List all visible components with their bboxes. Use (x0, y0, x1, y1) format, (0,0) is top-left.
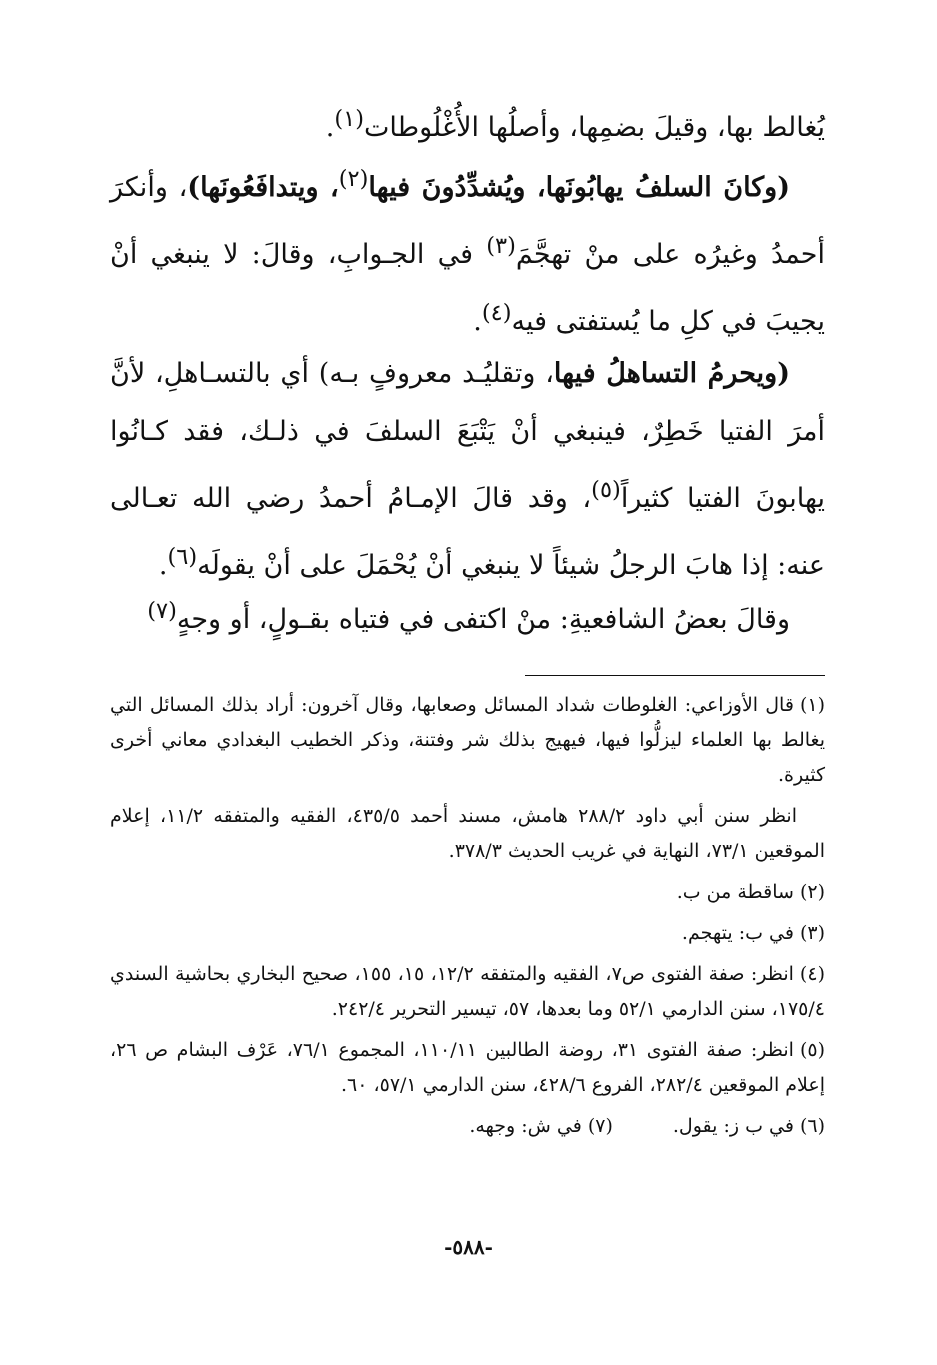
footnote-number: (٣) (799, 922, 825, 944)
body-text-segment: . (325, 112, 335, 143)
body-text-segment: ، وقد قالَ الإمـامُ أحمدُ رضي الله تعـالى عنه: إذا هابَ الرجلُ شيئاً لا ينبغي أنْ يُحْمَلَ على أنْ يقولَه (110, 483, 825, 581)
main-paragraph-1 (110, 90, 825, 157)
paragraph-text (110, 150, 825, 351)
footnote-text: قال الأوزاعي: الغلوطات شداد المسائل وصعابها، وقال آخرون: أراد بذلك المسائل التي يغالط بها العلماء ليزلُّوا فيها، فيهيج بذلك شر وفتنة، وذكر الخطيب البغدادي معاني أخرى كثيرة. (110, 694, 825, 786)
footnotes-6-7-row (110, 1109, 825, 1144)
footnote-text: في ب: يتهجم. (681, 922, 794, 944)
matn-text: ، ويتدافَعُونَها) (187, 172, 339, 203)
footnote-number: (١) (799, 694, 825, 716)
footnote-2 (110, 875, 825, 910)
footnote-1-continuation (110, 799, 825, 869)
main-paragraph-4 (110, 582, 825, 649)
body-text-segment: ، وأنكرَ أحمدُ وغيرُه على منْ تهجَّمَ (110, 172, 825, 270)
paragraph-text (110, 90, 825, 157)
body-text-segment: في الجـوابِ، وقالَ: لا ينبغي أنْ يجيبَ في كلِ ما يُستفتى فيه (110, 239, 825, 337)
paragraph-text (110, 582, 825, 649)
footnote-text: انظر: صفة الفتوى ٣١، روضة الطالبين ١١٠/١١، المجموع ٧٦/١، عَرْف البشام ص ٢٦، إعلام الموقعين ٢٨٢/٤، الفروع ٤٢٨/٦، سنن الدارمي ٥٧/١، ٦٠. (110, 1039, 825, 1096)
body-text-segment: يُغالط بها، وقيلَ بضمِها، وأصلُها الأُغْلُوطات (363, 112, 825, 143)
footnote-text: في ش: وجهه. (469, 1115, 582, 1137)
footnote-1 (110, 688, 825, 793)
footnote-ref: (٢) (338, 166, 369, 192)
footnote-3 (110, 916, 825, 951)
footnote-ref: (١) (334, 106, 364, 132)
body-text-segment: . (473, 306, 482, 337)
matn-text: (ويحرمُ التساهلُ فيها (553, 358, 790, 389)
footnote-text: في ب ز: يقول. (672, 1115, 794, 1137)
footnote-4 (110, 957, 825, 1027)
footnote-number: (٧) (587, 1115, 613, 1137)
footnote-text: انظر: صفة الفتوى ص٧، الفقيه والمتفقه ١٢/٢، ١٥، ١٥٥، صحيح البخاري بحاشية السندي ١٧٥/٤، سنن الدارمي ٥٢/١ وما بعدها، ٥٧، تيسير التحرير ٢٤٢/٤. (110, 963, 825, 1020)
footnote-ref: (٥) (591, 477, 621, 503)
main-paragraph-2 (110, 150, 825, 351)
footnote-ref: (٣) (486, 233, 516, 259)
footnote-6 (673, 1109, 825, 1144)
footnote-number: (٢) (799, 881, 825, 903)
footnote-ref: (٧) (147, 598, 177, 624)
footnote-7 (469, 1109, 613, 1144)
footnote-number: (٤) (799, 963, 825, 985)
footnote-ref: (٦) (167, 544, 198, 570)
body-text-segment: وقالَ بعضُ الشافعيةِ: منْ اكتفى في فتياه بقـولٍ، أو وجهٍ (176, 604, 790, 635)
footnote-number: (٦) (799, 1115, 825, 1137)
paragraph-text (110, 345, 825, 595)
footnote-ref: (٤) (481, 300, 512, 326)
footnote-divider (525, 675, 825, 676)
body-text-segment: . (158, 550, 168, 581)
main-paragraph-3 (110, 345, 825, 595)
footnote-text: ساقطة من ب. (676, 881, 794, 903)
footnotes-section (110, 688, 825, 1150)
footnote-5 (110, 1033, 825, 1103)
body-text-segment: ، وتقليُـد معروفٍ بـه) أي بالتسـاهلِ، لأنَّ أمرَ الفتيا خَطِرٌ، فينبغي أنْ يَتْبَعَ السلفَ في ذلـك، فقد كـانُوا يهابونَ الفتيا كثيراً (110, 358, 825, 514)
footnote-text: انظر سنن أبي داود ٢٨٨/٢ هامش، مسند أحمد ٤٣٥/٥، الفقيه والمتفقه ١١/٢، إعلام الموقعين ٧٣/١، النهاية في غريب الحديث ٣٧٨/٣. (110, 805, 825, 862)
page-number: -٥٨٨- (444, 1235, 493, 1259)
footnote-number: (٥) (799, 1039, 825, 1061)
matn-text: (وكانَ السلفُ يهابُونَها، ويُشدِّدُونَ فيها (368, 172, 790, 203)
